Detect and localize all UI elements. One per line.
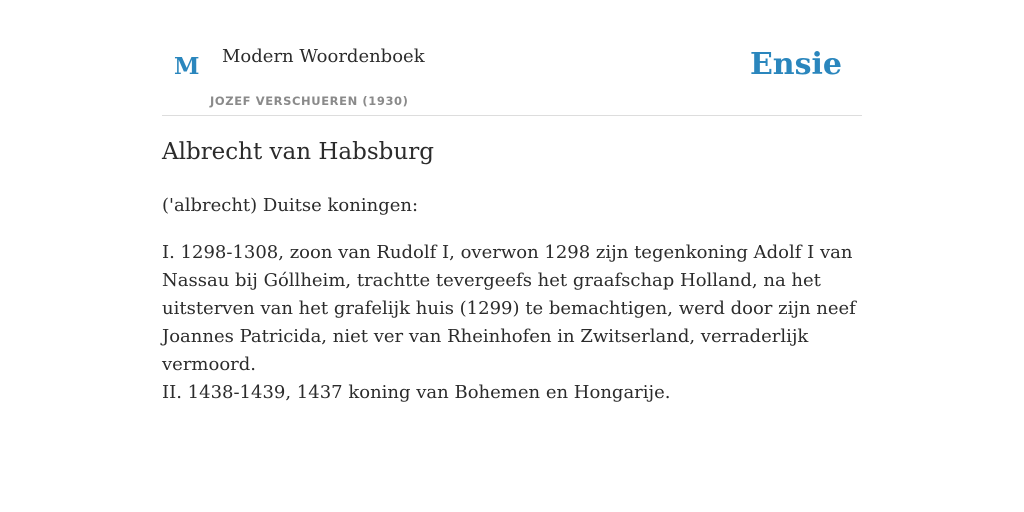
page-header [162,0,862,116]
entry-paragraph: ('albrecht) Duitse koningen: [162,195,419,216]
entry-paragraph: I. 1298-1308, zoon van Rudolf I, overwon 1298 zijn tegenkoning Adolf I van Nassau bij Góllheim, trachtte tevergeefs het graafschap Holland, na het uitsterven van het grafelijk huis (1299) te bemachtigen, werd door zijn neef Joannes Patricida, niet ver van Rheinhofen in Zwitserland, verraderlijk vermoord. [162,242,856,375]
site-logo-link[interactable]: Ensie [749,47,842,82]
page-container [162,0,862,403]
book-author: JOZEF VERSCHUEREN (1930) [210,94,409,108]
book-title: Modern Woordenboek [222,46,425,67]
book-logo: M [174,53,200,80]
entry-paragraph: II. 1438-1439, 1437 koning van Bohemen en Hongarije. [162,382,671,403]
entry-title: Albrecht van Habsburg [162,139,434,165]
